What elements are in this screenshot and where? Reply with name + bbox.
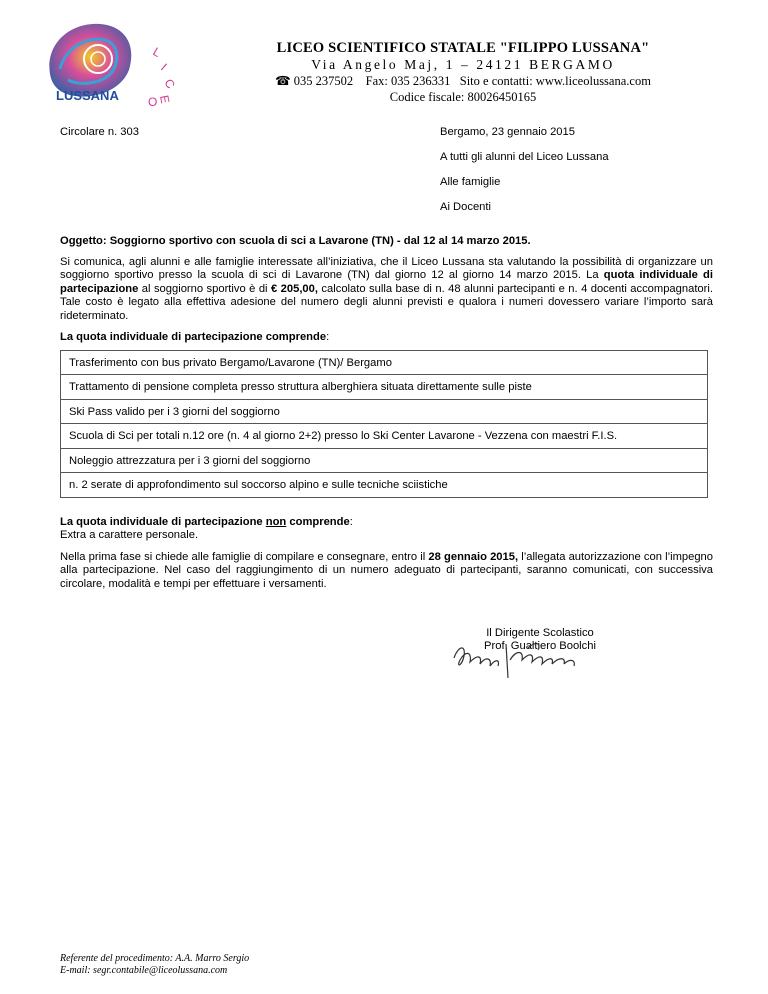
recipient: A tutti gli alunni del Liceo Lussana — [440, 151, 609, 163]
deadline-date: 28 gennaio 2015, — [428, 551, 519, 563]
includes-title-colon: : — [326, 331, 330, 343]
school-contacts — [228, 73, 698, 89]
body-text: Nella prima fase si chiede alle famiglie di compilare e consegnare, entro il — [60, 551, 429, 563]
recipient: Alle famiglie — [440, 176, 501, 188]
body-text: calcolato sulla base di n. 48 alunni partecipanti e n. 4 docenti accompagnatori. Tale costo è legato alla effettiva adesione del numero degli alunni previsti e qualora i numeri dovessero variare l’importo sarà rideterminato. — [60, 282, 713, 322]
recipients-list — [440, 151, 609, 226]
circular-number: Circolare n. 303 — [60, 126, 139, 138]
table-row: Scuola di Sci per totali n.12 ore (n. 4 al giorno 2+2) presso lo Ski Center Lavarone - Vezzena con maestri F.I.S. — [61, 424, 707, 448]
school-name: LICEO SCIENTIFICO STATALE "FILIPPO LUSSANA" — [276, 40, 650, 56]
body-bold-text: quota individuale di partecipazione — [60, 269, 713, 295]
includes-title — [60, 331, 329, 344]
signatory-role: Il Dirigente Scolastico — [486, 627, 594, 639]
footer — [60, 953, 249, 977]
excludes-title-a: La quota individuale di partecipazione — [60, 516, 266, 528]
body-paragraph-1 — [60, 256, 713, 323]
table-row: Trasferimento con bus privato Bergamo/Lavarone (TN)/ Bergamo — [61, 351, 707, 375]
school-address: Via Angelo Maj, 1 – 24121 BERGAMO — [311, 57, 615, 72]
svg-text:LUSSANA: LUSSANA — [56, 88, 119, 103]
subject-line: Oggetto: Soggiorno sportivo con scuola di sci a Lavarone (TN) - dal 12 al 14 marzo 2015. — [60, 235, 531, 247]
fiscal-code: Codice fiscale: 80026450165 — [389, 90, 537, 104]
phone-icon: ☎ — [275, 74, 291, 88]
body-text: Si comunica, agli alunni e alle famiglie interessate all’iniziativa, che il Liceo Lussana sta valutando la possibilità di organizzare un soggiorno sportivo presso la scuola di sci di Lavarone (TN) dal giorno 12 al giorno 14 marzo 2015. La — [60, 256, 713, 282]
body-text: al soggiorno sportivo è di — [138, 282, 271, 295]
letterhead — [228, 40, 698, 105]
excludes-item: Extra a carattere personale. — [60, 529, 199, 542]
handwritten-signature — [450, 638, 590, 682]
school-logo — [40, 14, 190, 109]
svg-text:C: C — [161, 76, 178, 92]
table-row: Trattamento di pensione completa presso struttura alberghiera situata direttamente sulle piste — [61, 375, 707, 399]
body-text: l’allegata autorizzazione con l’impegno alla partecipazione. Nel caso del raggiungimento di un numero adeguato di partecipanti, saranno comunicati, con successiva circolare, modalità e tempi per effettuare i versamenti. — [60, 551, 714, 590]
signatory-name: Prof. Gualtiero Boolchi — [484, 640, 596, 653]
excludes-title-colon: : — [349, 516, 353, 528]
includes-title-text: La quota individuale di partecipazione comprende — [60, 331, 327, 343]
svg-text:I: I — [158, 60, 170, 74]
price-amount: € 205,00, — [270, 282, 318, 295]
place-date: Bergamo, 23 gennaio 2015 — [440, 126, 575, 138]
includes-table — [60, 350, 708, 498]
excludes-title-negation: non — [265, 516, 287, 528]
footer-email: E-mail: segr.contabile@liceolussana.com — [60, 965, 228, 976]
footer-referent: Referente del procedimento: A.A. Marro Sergio — [60, 953, 250, 964]
svg-text:O: O — [148, 95, 158, 109]
recipient: Ai Docenti — [440, 201, 491, 213]
contacts-text: 035 237502 Fax: 035 236331 Sito e contatti: www.liceolussana.com — [293, 74, 651, 88]
body-paragraph-2 — [60, 551, 713, 591]
svg-text:L: L — [150, 44, 164, 60]
table-row: Noleggio attrezzatura per i 3 giorni del soggiorno — [61, 449, 707, 473]
table-row: Ski Pass valido per i 3 giorni del soggiorno — [61, 400, 707, 424]
excludes-section — [60, 516, 353, 543]
excludes-title-b: comprende — [286, 516, 350, 528]
svg-text:E: E — [157, 94, 173, 105]
table-row: n. 2 serate di approfondimento sul soccorso alpino e sulle tecniche sciistiche — [69, 478, 448, 491]
